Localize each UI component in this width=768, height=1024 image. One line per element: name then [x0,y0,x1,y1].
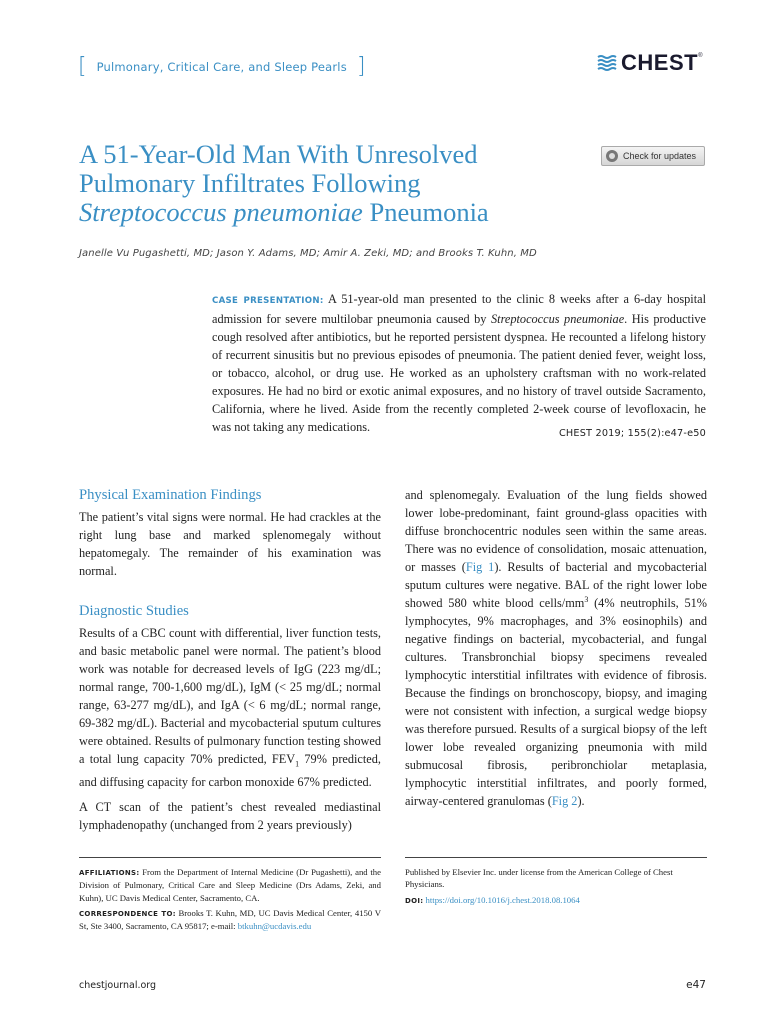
right-column [405,486,707,810]
right-text-a: and splenomegaly. Evaluation of the lung fields showed lower lobe-predominant, faint ground-glass opacities with diffuse bronchocentric nodules seen within the same areas. There was no evidence of consolidation, mosaic attenuation, or masses ( [405,488,707,574]
case-presentation-label: CASE PRESENTATION: [212,296,324,306]
diagnostic-text-a: Results of a CBC count with differential, liver function tests, and basic metabolic panel were normal. The patient’s blood work was notable for decreased levels of IgG (223 mg/dL; normal range, 700-1,600 mg/dL), IgM (< 25 mg/dL; normal range, 63-277 mg/dL), and IgA (< 6 mg/dL; normal range, 69-382 mg/dL). Bacterial and mycobacterial sputum cultures were obtained. Results of pulmonary function testing showed a total lung capacity 70% predicted, FEV [79,626,381,766]
diagnostic-studies-heading: Diagnostic Studies [79,603,189,619]
refresh-icon [606,150,618,162]
left-bracket: [ [78,54,87,79]
chest-waves-icon [596,53,618,73]
right-text-b: ). Results of bacterial and mycobacterial sputum cultures were negative. BAL of the right lower lobe showed 580 white blood cells/mm [405,560,707,610]
doi-line [405,894,707,907]
physical-exam-text: The patient’s vital signs were normal. He had crackles at the right lung base and marked splenomegaly without hepatomegaly. The remainder of his examination was normal. [79,510,381,578]
section-tag [78,56,366,78]
email-link[interactable]: btkuhn@ucdavis.edu [237,921,312,932]
page-number: e47 [686,979,706,991]
right-bracket: ] [356,54,366,79]
check-for-updates-button[interactable] [601,146,705,166]
affiliations-text: From the Department of Internal Medicine (Dr Pugashetti), and the Division of Pulmonary, Critical Care and Sleep Medicine (Drs Adams, Zeki, and Kuhn), UC Davis Medical Center, Sacramento, CA. [79,867,381,903]
title-organism: Streptococcus pneumoniae [79,197,363,227]
case-text-2: . His productive cough resolved after antibiotics, but he reported persistent dyspnea. He recounted a lifelong history of recurrent sinusitis but no previous episodes of pneumonia. The patient denied fever, weight loss, or tobacco, alcohol, or drug use. He worked as an upholstery craftsman with no work-related exposures. He had no bird or exotic animal exposures, and no history of travel outside Sacramento, California, where he lived. Aside from the recently completed 2-week course of levofloxacin, he was not taking any medications. [212,312,706,434]
footnote-divider-right [405,857,707,858]
footnotes-right [405,866,707,910]
journal-url[interactable]: chestjournal.org [79,980,157,991]
logo-trademark: ® [698,53,703,59]
chest-logo-text: CHEST [621,50,699,75]
article-title [79,140,579,227]
citation: CHEST 2019; 155(2):e47-e50 [558,428,706,439]
chest-logo [596,51,706,75]
section-label: Pulmonary, Critical Care, and Sleep Pearls [96,60,347,74]
published-note: Published by Elsevier Inc. under license from the American College of Chest Physicians. [405,867,673,890]
case-presentation [212,290,706,436]
mm3-superscript: 3 [584,594,589,604]
case-text-1: A 51-year-old man presented to the clinic 8 weeks after a 6-day hospital admission for severe multilobar pneumonia caused by [212,292,706,326]
affiliations [79,866,381,904]
footnote-divider-left [79,857,381,858]
doi-link[interactable]: https://doi.org/10.1016/j.chest.2018.08.1064 [425,894,580,905]
right-text-c: (4% neutrophils, 51% lymphocytes, 9% macrophages, and 3% eosinophils) and negative findings on bacterial, mycobacterial, and fungal cultures. Transbronchial biopsy specimens revealed lymphocytic interstitial infiltrates with evidence of fibrosis. Because the findings on bronchoscopy, biopsy, and imaging were not consistent with infection, a surgical wedge biopsy was therefore pursued. Results of a surgical biopsy of the left lower lobe revealed organizing pneumonia with mild submucosal fibrosis, peribronchiolar metaplasia, lymphocytic interstitial infiltrates, and poorly formed, airway-centered granulomas ( [405,596,707,808]
author-list: Janelle Vu Pugashetti, MD; Jason Y. Adams, MD; Amir A. Zeki, MD; and Brooks T. Kuhn, MD [79,248,537,259]
title-line-1: A 51-Year-Old Man With Unresolved [79,139,478,169]
affiliations-label: AFFILIATIONS: [79,869,140,877]
footnotes-left [79,866,381,935]
diagnostic-paragraph-2: A CT scan of the patient’s chest revealed mediastinal lymphadenopathy (unchanged from 2 years previously) [79,800,381,833]
fev-subscript: 1 [295,759,300,769]
correspondence-text: Brooks T. Kuhn, MD, UC Davis Medical Center, 4150 V St, Ste 3400, Sacramento, CA 95817; e-mail: [79,907,381,932]
correspondence-label: CORRESPONDENCE TO: [79,909,176,918]
fig-1-link[interactable]: Fig 1 [465,560,495,574]
doi-label: DOI: [405,896,424,905]
title-line-3: Pneumonia [362,197,489,227]
right-text-d: ). [577,794,585,808]
right-column-paragraph [405,486,707,810]
fig-2-link[interactable]: Fig 2 [551,794,578,808]
title-line-2: Pulmonary Infiltrates Following [79,168,421,198]
diagnostic-paragraph-1 [79,624,381,791]
diagnostic-text-b: 79% predicted, and diffusing capacity for carbon monoxide 67% predicted. [79,752,381,790]
check-for-updates-label: Check for updates [623,151,697,161]
correspondence [79,907,381,933]
left-column [79,486,381,834]
physical-exam-heading: Physical Examination Findings [79,487,262,503]
case-organism: Streptococcus pneumoniae [491,312,625,326]
